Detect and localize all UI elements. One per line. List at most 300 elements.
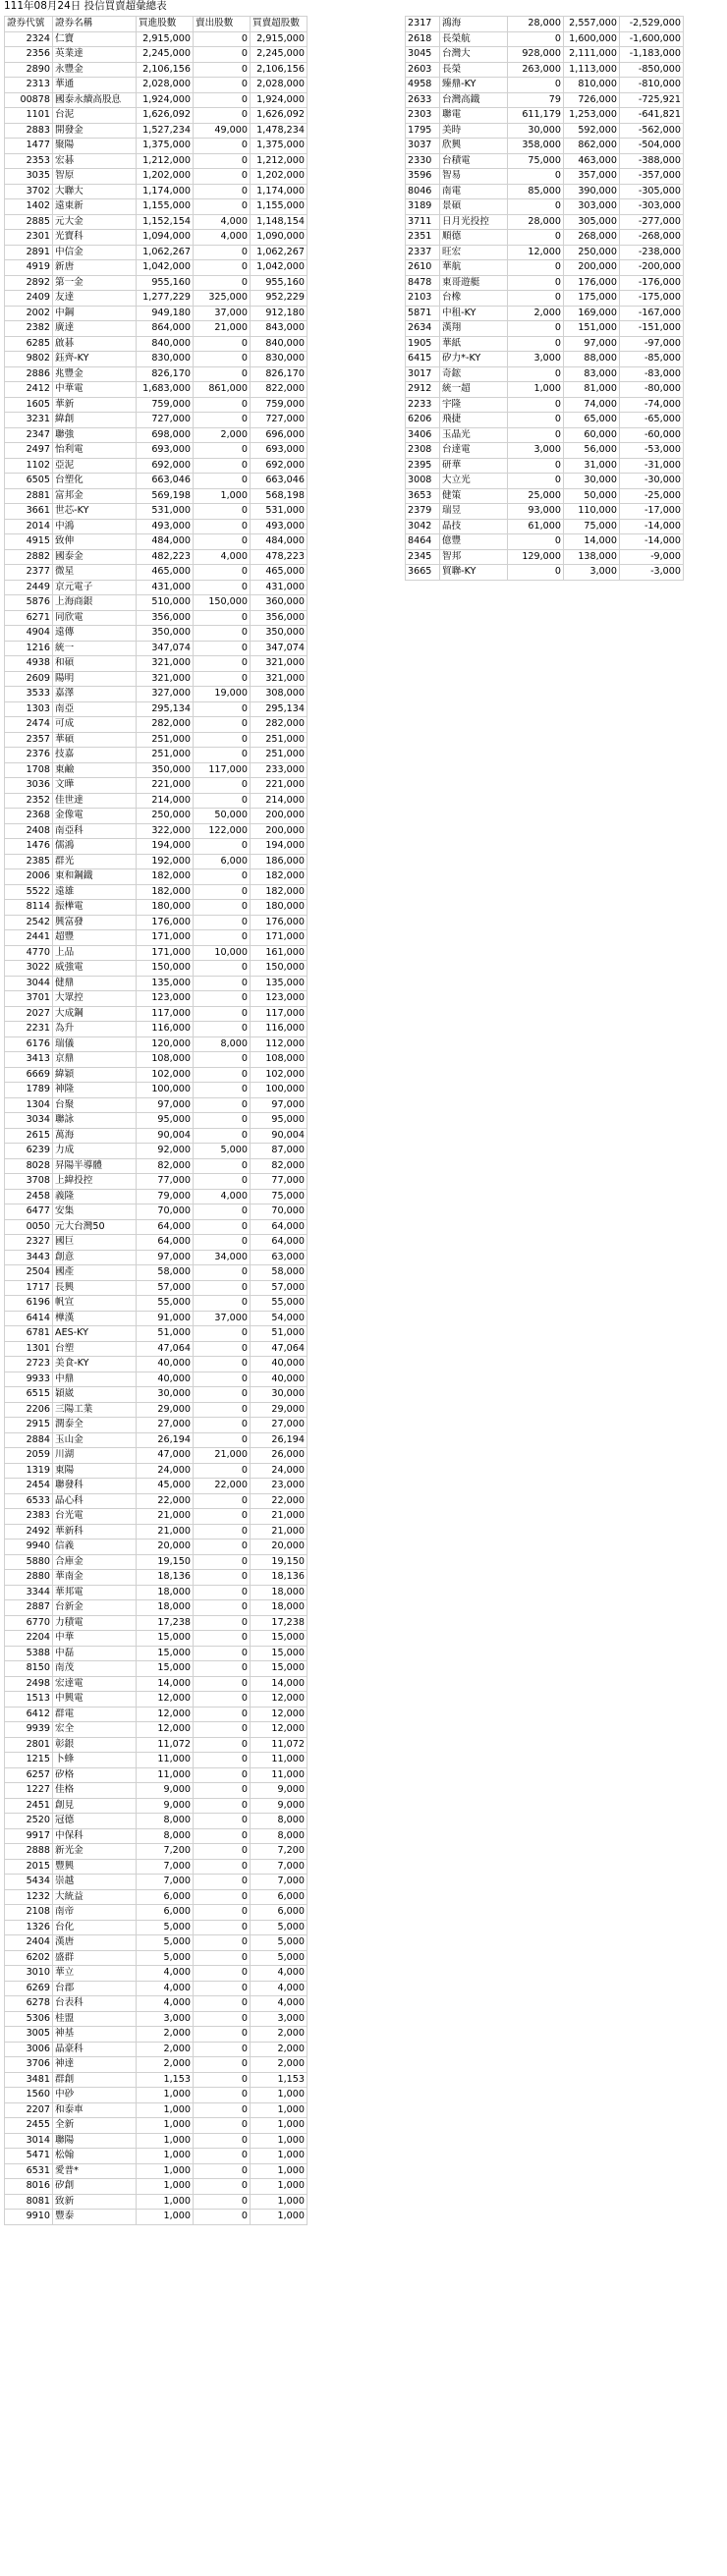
cell-code: 2317 [406, 17, 440, 32]
cell-net: -388,000 [620, 153, 684, 169]
buy-table-row [5, 900, 308, 916]
cell-name: 台化 [53, 1920, 137, 1935]
cell-net: 30,000 [251, 1387, 308, 1403]
cell-net: 663,046 [251, 474, 308, 489]
cell-name: 超豐 [53, 930, 137, 946]
cell-code: 2492 [5, 1524, 53, 1540]
cell-code: 3017 [406, 366, 440, 382]
cell-sell: 6,000 [194, 854, 251, 869]
cell-sell: 0 [194, 31, 251, 47]
cell-name: 元大台灣50 [53, 1219, 137, 1235]
cell-buy: 0 [508, 31, 564, 47]
cell-name: 中砂 [53, 2088, 137, 2103]
cell-net: 214,000 [251, 793, 308, 809]
cell-code: 2207 [5, 2102, 53, 2118]
cell-buy: 569,198 [137, 488, 194, 504]
cell-code: 1227 [5, 1783, 53, 1799]
cell-sell: 4,000 [194, 549, 251, 565]
cell-net: 6,000 [251, 1889, 308, 1905]
cell-name: 遠雄 [53, 884, 137, 900]
buy-table-row [5, 2118, 308, 2134]
cell-sell: 0 [194, 717, 251, 733]
buy-table [4, 16, 308, 2225]
cell-name: 卜蜂 [53, 1753, 137, 1768]
cell-code: 3443 [5, 1250, 53, 1265]
buy-table-row [5, 108, 308, 124]
cell-code: 2002 [5, 306, 53, 321]
cell-sell: 0 [194, 748, 251, 763]
cell-sell: 0 [194, 2027, 251, 2043]
cell-sell: 0 [194, 869, 251, 885]
buy-table-row [5, 1585, 308, 1600]
cell-net: 200,000 [251, 823, 308, 839]
cell-buy: 0 [508, 565, 564, 581]
cell-name: 台光電 [53, 1509, 137, 1525]
cell-net: 135,000 [251, 976, 308, 991]
sell-table-row [406, 108, 684, 124]
cell-code: 2603 [406, 62, 440, 78]
cell-name: 研華 [440, 458, 508, 474]
buy-table-row [5, 687, 308, 702]
cell-code: 2885 [5, 214, 53, 230]
cell-buy: 17,238 [137, 1615, 194, 1631]
buy-table-row [5, 1296, 308, 1312]
cell-code: 2059 [5, 1448, 53, 1464]
cell-net: 6,000 [251, 1905, 308, 1921]
cell-buy: 11,072 [137, 1737, 194, 1753]
cell-sell: 34,000 [194, 1250, 251, 1265]
cell-sell: 0 [194, 1204, 251, 1220]
cell-sell: 65,000 [564, 413, 620, 428]
cell-name: 台積電 [440, 153, 508, 169]
cell-name: 台塑化 [53, 474, 137, 489]
cell-code: 2441 [5, 930, 53, 946]
cell-net: 251,000 [251, 732, 308, 748]
cell-net: -83,000 [620, 366, 684, 382]
cell-name: 南亞科 [53, 823, 137, 839]
buy-table-row [5, 1692, 308, 1708]
cell-net: -357,000 [620, 169, 684, 185]
cell-sell: 862,000 [564, 139, 620, 154]
cell-buy: 263,000 [508, 62, 564, 78]
cell-name: 創見 [53, 1798, 137, 1814]
cell-sell: 0 [194, 900, 251, 916]
cell-buy: 1,277,229 [137, 291, 194, 307]
cell-sell: 0 [194, 139, 251, 154]
cell-code: 1326 [5, 1920, 53, 1935]
cell-sell: 0 [194, 275, 251, 291]
cell-buy: 356,000 [137, 610, 194, 626]
cell-net: 161,000 [251, 945, 308, 961]
cell-net: -97,000 [620, 336, 684, 352]
cell-code: 1232 [5, 1889, 53, 1905]
cell-sell: 14,000 [564, 534, 620, 550]
cell-name: 新唐 [53, 260, 137, 276]
cell-sell: 0 [194, 2118, 251, 2134]
cell-buy: 830,000 [137, 352, 194, 367]
cell-name: 陽明 [53, 671, 137, 687]
buy-table-row [5, 1463, 308, 1479]
cell-code: 2385 [5, 854, 53, 869]
buy-table-row [5, 78, 308, 93]
cell-sell: 0 [194, 1661, 251, 1677]
cell-sell: 0 [194, 1875, 251, 1890]
cell-code: 2520 [5, 1814, 53, 1829]
cell-sell: 0 [194, 915, 251, 930]
cell-net: 826,170 [251, 366, 308, 382]
cell-code: 2880 [5, 1570, 53, 1586]
cell-name: 愛普* [53, 2163, 137, 2179]
cell-code: 1905 [406, 336, 440, 352]
cell-buy: 30,000 [137, 1387, 194, 1403]
cell-name: 東哥遊艇 [440, 275, 508, 291]
cell-sell: 0 [194, 1753, 251, 1768]
cell-sell: 4,000 [194, 230, 251, 246]
buy-table-row [5, 2011, 308, 2027]
buy-table-row [5, 1250, 308, 1265]
buy-table-row [5, 1144, 308, 1159]
cell-name: 台達電 [440, 443, 508, 459]
cell-buy: 1,152,154 [137, 214, 194, 230]
cell-net: 108,000 [251, 1052, 308, 1068]
cell-buy: 21,000 [137, 1524, 194, 1540]
cell-sell: 0 [194, 1935, 251, 1951]
cell-net: 1,000 [251, 2179, 308, 2195]
header-sell: 賣出股數 [194, 17, 251, 32]
cell-net: 18,000 [251, 1585, 308, 1600]
cell-code: 3711 [406, 214, 440, 230]
cell-net: -65,000 [620, 413, 684, 428]
cell-name: 萬海 [53, 1128, 137, 1144]
cell-code: 2886 [5, 366, 53, 382]
cell-code: 6202 [5, 1950, 53, 1966]
cell-buy: 28,000 [508, 214, 564, 230]
cell-name: 漢唐 [53, 1935, 137, 1951]
cell-sell: 250,000 [564, 245, 620, 260]
cell-name: 南帝 [53, 1905, 137, 1921]
buy-table-row [5, 1920, 308, 1935]
cell-sell: 0 [194, 793, 251, 809]
cell-buy: 2,106,156 [137, 62, 194, 78]
buy-table-row [5, 1646, 308, 1661]
cell-sell: 56,000 [564, 443, 620, 459]
cell-buy: 0 [508, 397, 564, 413]
cell-net: 1,000 [251, 2088, 308, 2103]
cell-net: 1,924,000 [251, 92, 308, 108]
cell-code: 1560 [5, 2088, 53, 2103]
cell-net: 18,136 [251, 1570, 308, 1586]
cell-sell: 0 [194, 2194, 251, 2210]
cell-name: 興富發 [53, 915, 137, 930]
cell-net: -504,000 [620, 139, 684, 154]
cell-code: 2498 [5, 1676, 53, 1692]
cell-name: 富邦金 [53, 488, 137, 504]
cell-net: 9,000 [251, 1783, 308, 1799]
buy-table-row [5, 793, 308, 809]
cell-code: 2408 [5, 823, 53, 839]
cell-sell: 4,000 [194, 214, 251, 230]
cell-name: 華通 [53, 78, 137, 93]
cell-code: 1301 [5, 1341, 53, 1357]
cell-code: 2618 [406, 31, 440, 47]
cell-sell: 0 [194, 991, 251, 1007]
cell-buy: 0 [508, 336, 564, 352]
cell-sell: 0 [194, 1996, 251, 2012]
cell-name: 為升 [53, 1022, 137, 1037]
sell-table-row [406, 291, 684, 307]
cell-buy: 1,153 [137, 2072, 194, 2088]
cell-sell: 0 [194, 78, 251, 93]
cell-net: 24,000 [251, 1463, 308, 1479]
buy-table-row [5, 2179, 308, 2195]
cell-code: 3596 [406, 169, 440, 185]
cell-buy: 214,000 [137, 793, 194, 809]
cell-buy: 1,202,000 [137, 169, 194, 185]
cell-name: 遠東新 [53, 199, 137, 215]
cell-buy: 0 [508, 321, 564, 337]
cell-net: 100,000 [251, 1083, 308, 1098]
cell-net: -303,000 [620, 199, 684, 215]
cell-name: 長榮 [440, 62, 508, 78]
cell-net: 47,064 [251, 1341, 308, 1357]
cell-net: 87,000 [251, 1144, 308, 1159]
sell-table-row [406, 504, 684, 520]
cell-buy: 484,000 [137, 534, 194, 550]
cell-code: 00878 [5, 92, 53, 108]
cell-sell: 0 [194, 108, 251, 124]
sell-table-row [406, 519, 684, 534]
cell-buy: 15,000 [137, 1631, 194, 1647]
sell-table-row [406, 230, 684, 246]
buy-table-row [5, 1676, 308, 1692]
cell-code: 1319 [5, 1463, 53, 1479]
cell-net: -1,600,000 [620, 31, 684, 47]
cell-buy: 1,626,092 [137, 108, 194, 124]
cell-buy: 1,000 [137, 2118, 194, 2134]
cell-name: 台灣大 [440, 47, 508, 63]
cell-name: 統一超 [440, 382, 508, 398]
cell-net: 493,000 [251, 519, 308, 534]
cell-sell: 1,113,000 [564, 62, 620, 78]
cell-buy: 0 [508, 230, 564, 246]
cell-sell: 0 [194, 2042, 251, 2057]
buy-table-row [5, 2027, 308, 2043]
cell-net: 5,000 [251, 1935, 308, 1951]
cell-sell: 3,000 [564, 565, 620, 581]
cell-buy: 251,000 [137, 748, 194, 763]
cell-buy: 4,000 [137, 1996, 194, 2012]
buy-table-row [5, 1341, 308, 1357]
cell-buy: 12,000 [137, 1722, 194, 1738]
cell-name: 矽力*-KY [440, 352, 508, 367]
buy-table-row [5, 2133, 308, 2149]
buy-table-row [5, 245, 308, 260]
buy-table-row [5, 930, 308, 946]
cell-name: 神達 [53, 2057, 137, 2073]
cell-net: 11,072 [251, 1737, 308, 1753]
buy-table-row [5, 291, 308, 307]
cell-code: 2449 [5, 580, 53, 595]
cell-sell: 110,000 [564, 504, 620, 520]
cell-buy: 182,000 [137, 884, 194, 900]
cell-net: 1,375,000 [251, 139, 308, 154]
cell-name: 第一金 [53, 275, 137, 291]
cell-name: 怡利電 [53, 443, 137, 459]
cell-sell: 0 [194, 1265, 251, 1281]
cell-buy: 47,064 [137, 1341, 194, 1357]
cell-sell: 176,000 [564, 275, 620, 291]
header-buy: 買進股數 [137, 17, 194, 32]
cell-code: 3533 [5, 687, 53, 702]
cell-name: 華南金 [53, 1570, 137, 1586]
cell-buy: 11,000 [137, 1767, 194, 1783]
cell-buy: 727,000 [137, 413, 194, 428]
buy-table-row [5, 809, 308, 824]
cell-sell: 0 [194, 839, 251, 855]
sell-table-row [406, 443, 684, 459]
cell-sell: 10,000 [194, 945, 251, 961]
cell-sell: 1,253,000 [564, 108, 620, 124]
cell-sell: 49,000 [194, 123, 251, 139]
cell-name: 台新金 [53, 1600, 137, 1616]
cell-buy: 30,000 [508, 123, 564, 139]
cell-sell: 0 [194, 1341, 251, 1357]
cell-code: 3653 [406, 488, 440, 504]
cell-code: 5306 [5, 2011, 53, 2027]
cell-buy: 1,000 [137, 2163, 194, 2179]
cell-sell: 268,000 [564, 230, 620, 246]
cell-code: 3022 [5, 961, 53, 977]
cell-sell: 1,600,000 [564, 31, 620, 47]
buy-table-row [5, 641, 308, 656]
cell-sell: 22,000 [194, 1479, 251, 1494]
cell-name: 中鼎 [53, 1372, 137, 1387]
cell-net: -2,529,000 [620, 17, 684, 32]
cell-net: -725,921 [620, 92, 684, 108]
buy-table-row [5, 47, 308, 63]
cell-sell: 0 [194, 1357, 251, 1372]
cell-net: 40,000 [251, 1372, 308, 1387]
cell-buy: 1,000 [137, 2102, 194, 2118]
sell-table-row [406, 275, 684, 291]
cell-sell: 0 [194, 2072, 251, 2088]
cell-buy: 2,245,000 [137, 47, 194, 63]
cell-net: 4,000 [251, 1966, 308, 1982]
cell-sell: 0 [194, 1083, 251, 1098]
cell-name: 力積電 [53, 1615, 137, 1631]
buy-table-row [5, 1524, 308, 1540]
cell-code: 2231 [5, 1022, 53, 1037]
cell-code: 2233 [406, 397, 440, 413]
cell-name: 佳世達 [53, 793, 137, 809]
cell-code: 4915 [5, 534, 53, 550]
cell-buy: 182,000 [137, 869, 194, 885]
cell-net: -17,000 [620, 504, 684, 520]
cell-sell: 0 [194, 1859, 251, 1875]
cell-sell: 0 [194, 1798, 251, 1814]
cell-buy: 955,160 [137, 275, 194, 291]
cell-code: 6770 [5, 1615, 53, 1631]
cell-net: 431,000 [251, 580, 308, 595]
buy-table-row [5, 1128, 308, 1144]
cell-code: 2368 [5, 809, 53, 824]
cell-sell: 0 [194, 184, 251, 199]
buy-table-row [5, 1737, 308, 1753]
cell-code: 3010 [5, 1966, 53, 1982]
cell-sell: 0 [194, 671, 251, 687]
cell-name: 中興電 [53, 1692, 137, 1708]
cell-net: 1,000 [251, 2133, 308, 2149]
cell-sell: 0 [194, 1235, 251, 1251]
cell-buy: 1,094,000 [137, 230, 194, 246]
sell-table-row [406, 153, 684, 169]
cell-buy: 100,000 [137, 1083, 194, 1098]
cell-sell: 0 [194, 1600, 251, 1616]
cell-net: -14,000 [620, 534, 684, 550]
buy-table-row [5, 1387, 308, 1403]
cell-sell: 138,000 [564, 549, 620, 565]
cell-buy: 6,000 [137, 1905, 194, 1921]
cell-name: 億豐 [440, 534, 508, 550]
cell-buy: 61,000 [508, 519, 564, 534]
cell-net: -238,000 [620, 245, 684, 260]
cell-sell: 21,000 [194, 321, 251, 337]
buy-table-row [5, 62, 308, 78]
cell-buy: 693,000 [137, 443, 194, 459]
cell-net: -277,000 [620, 214, 684, 230]
cell-buy: 1,155,000 [137, 199, 194, 215]
cell-buy: 22,000 [137, 1493, 194, 1509]
cell-sell: 0 [194, 1052, 251, 1068]
cell-name: 南電 [440, 184, 508, 199]
cell-code: 8016 [5, 2179, 53, 2195]
cell-sell: 0 [194, 169, 251, 185]
cell-name: 新光金 [53, 1844, 137, 1860]
cell-code: 3701 [5, 991, 53, 1007]
cell-sell: 0 [194, 1570, 251, 1586]
cell-sell: 0 [194, 1966, 251, 1982]
cell-name: 宏全 [53, 1722, 137, 1738]
cell-buy: 19,150 [137, 1554, 194, 1570]
cell-buy: 0 [508, 275, 564, 291]
cell-name: 儒鴻 [53, 839, 137, 855]
cell-sell: 0 [194, 732, 251, 748]
cell-net: 1,148,154 [251, 214, 308, 230]
cell-name: 昇陽半導體 [53, 1158, 137, 1174]
buy-table-row [5, 626, 308, 642]
buy-table-row [5, 366, 308, 382]
cell-name: 緯創 [53, 413, 137, 428]
cell-code: 2454 [5, 1479, 53, 1494]
cell-sell: 0 [194, 47, 251, 63]
cell-buy: 358,000 [508, 139, 564, 154]
cell-name: 日月光投控 [440, 214, 508, 230]
buy-table-row [5, 427, 308, 443]
cell-net: 4,000 [251, 1996, 308, 2012]
cell-buy: 108,000 [137, 1052, 194, 1068]
cell-code: 1303 [5, 701, 53, 717]
cell-buy: 135,000 [137, 976, 194, 991]
sell-table-row [406, 549, 684, 565]
cell-buy: 482,223 [137, 549, 194, 565]
buy-table-row [5, 92, 308, 108]
cell-name: 貿聯-KY [440, 565, 508, 581]
cell-code: 3344 [5, 1585, 53, 1600]
cell-name: 文曄 [53, 778, 137, 794]
sell-table-row [406, 123, 684, 139]
cell-sell: 60,000 [564, 427, 620, 443]
cell-code: 6531 [5, 2163, 53, 2179]
